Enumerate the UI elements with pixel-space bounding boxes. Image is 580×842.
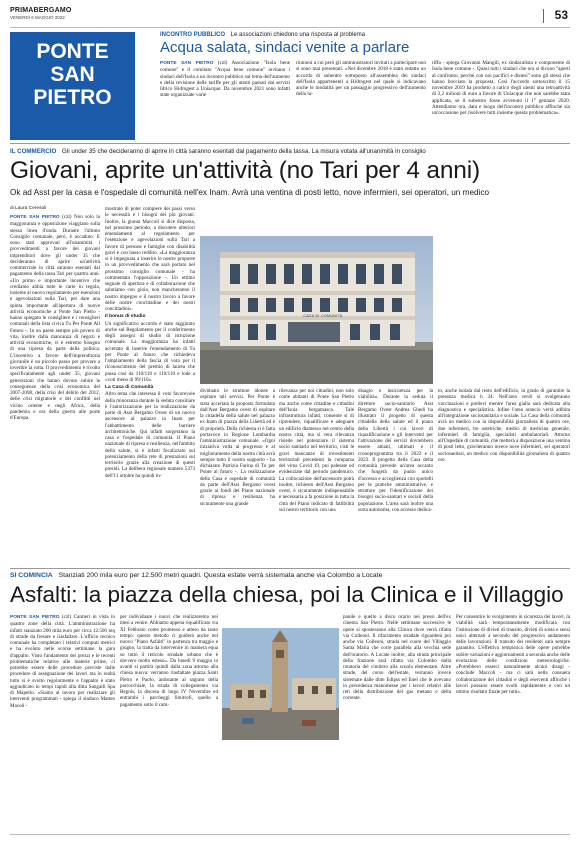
lead-column-2 xyxy=(105,206,195,564)
church-illustration xyxy=(222,628,339,740)
lead-text-2c: Altro tema che interessa il voto favorevole della minoranza durante la seduta consiliare è l'autorizzazione per la realizzazione da parte di Asst Bergamo Ovest di un nuovo ascensore al palazzo in Inam per l'abbattimento delle barriere architettoniche. Qui infatti sorgeranno la casa e l'ospedale di comunità. Il Piano nazionale di ripresa e resilienza, nell'ambito della salute, si è infatti focalizzato sul potenziamento della rete di prestazioni sul territorio grazie alla creazione di questi presidi. La delibera regionale numero 5373 dell'11 ottobre ha quindi in- xyxy=(105,391,195,479)
second-text-3: panile e quello a disco orario nei pressi dell'ex cinema San Pietro. Nelle settimane successive le opere si sposteranno alla Clinica dove verrà rifatta via Colleoni. Il rifacimento stradale riguarderà poi anche via Colleoni, strada nel cuore del Villaggio Santa Maria che corre parallela alla vecchia sede dell'oratorio. A Locate inoltre, alla strada principale della frazione sarà rifatta via Colombo dalla rotatoria del cimitero alla scuola elementare. Altre strade, del corso dell'estate, verranno invece sistemate dalle ditte Edipss ed Enel che le avevano in precedenza manomesse per i lavori relativi alle reti della distribuzione del gas metano e della corrente. xyxy=(343,614,451,702)
church-photo xyxy=(222,628,339,740)
top-story-column-3 xyxy=(432,60,570,140)
top-story xyxy=(160,32,570,140)
top-story-column-2 xyxy=(296,60,426,140)
lead-subhead-casa: La Casa di Comunità xyxy=(105,385,154,390)
lead-subhead-bonus: Il bonus di studio xyxy=(105,314,146,320)
lead-text-1: (czl) Non solo la maggioranza e opposizione viaggiano sulla stessa linea d'onda. Durante l'ultimo Consiglio comunale, però, è accaduto. E sono stati approvati all'unanimità i provvedimenti a favore dei giovani imprenditori dove gli under 35 che decideranno di aprire un'attività commerciale in città saranno esentati dal pagamento della tassa Tari per quattro anni. «Un primo e importante incentivo che crediamo abbia tutte le carte in regola, insieme al nuovo regolamento per esenzioni e agevolazioni sulla Tari, per dare una spinta importante all'apertura di nuove attività economiche a Ponte San Pietro - hanno spiegato le consigliere e i consiglieri comunali della lista civica Tu Per Ponte All Futuro -. In un paese sempre più povero di vita, inoltre dalla mancanza di negozi e attività economiche, vi è estremo bisogno di una ripresa da parte della politica. L'incentivo a favore dell'imprenditoria giovanile è un piccolo passo per provare a invertire la rotta. Il provvedimento è rivolto specificatamente agli under 35, giovani generazioni che hanno dovuto subire le conseguenze della crisi economica del 2007-2008, della crisi del debito del 2012, delle crisi migratorie e dei conflitti nel vicino oriente e negli Africa, della pandemia e ora della guerra alle porte d'Europa. xyxy=(10,214,100,421)
publication-date: VENERDÌ 6 MAGGIO 2022 xyxy=(10,15,65,20)
lead-text-2: mostrato di poter compiere dei passi verso le necessità e i bisogni dei più giovani. Inoltre, la giunta Maccoli si dice disposta, nel prossimo periodo, a discutere ulteriori emendamenti al regolamento per l'esenzione e agevolazioni sulla Tari a favore di persone e famiglie con disabilità gravi e con basso reddito. «La maggioranza si è impegnata a inserire le nostre proposte in un provvedimento che sarà portato nel prossimo consiglio comunale - ha commentato l'opposizione -. Un ottimo segnale di apertura e di collaborazione che salutiamo con gioia, non mancheranno il nostro impegno e il nostro lavoro a favore delle nostre concittadine e dei nostri concittadini». xyxy=(105,206,195,312)
lead-text-5: disagio e insicurezza per la viabilità». Durante la seduta il direttore socio-sanitario Asst Bergamo Ovest Andrea Ghedi ha illustrato il progetto di questa cittadella della salute ed il piano della Libertà i cui lavori di riqualificazione e gli interventi per l'attivazione dei servizi dovrebbero essere attuati, ultimati e il cronoprogramma tra il 2022 e il 2023. Il progetto della Casa della comunità prevede un'area accanto che fungerà da punto unico d'accesso e accoglienza con sportelli per le pratiche amministrative, e strutture per l'identificazione dei bisogni socio-sanitari e sociali della popolazione. L'area sarà inoltre una sorta autonoma, con accesso dedica- xyxy=(358,388,433,513)
second-text-4: Per consentire lo svolgimento in sicurezza dei lavori, la viabilità sarà temporaneamente modificata con l'istituzione di divieti di transito, divieti di sosta e sensi unici alternati a secondo del progressivo andamento delle lavorazioni. Il transito dei residenti sarà sempre garantito. L'effettiva tempistica delle opere potrebbe subire variazioni e aggiornamenti a seconda anche delle evoluzioni delle condizioni meteorologiche. «Potrebbero esserci naturalmente alcuni disagi - conclude Maccoli - ma ci sarà nella consueta collaborazione dei cittadini e degli esercenti affinché i lavori possano essere svolti rapidamente e con un ottimo risultato finale per tutti». xyxy=(456,614,570,695)
second-headline: Asfalti: la piazza della chiesa, poi la Clinica e il Villaggio xyxy=(10,582,564,607)
second-text-1: (czl) Cantieri in vista in quattro zone della città. L'amministrazione ha infatti stanziato 200 mila euro per circa 12.500 mq di strade da fresare e riasfaltare. L'ufficio tecnico comunale ha completato i relativi computi metrici e ha evoluto nelle scorse settimane la gara d'appalto. Visto l'andamento dei prezzi e le recenti problematiche relative alle materie prime, ci potrebbe essere delle procedure previste dalle procedure di assegnazione dei lavori ma in realtà tutto si è svolto regolarmente e l'appalto è stato aggiudicato in tempi rapidi alla ditta Sangalli Spa di Mapello. «Siamo al lavoro per realizzare gli interventi programmati - spiega il sindaco Matteo Macoli - xyxy=(10,614,115,709)
section-label xyxy=(10,32,135,140)
page-footer-rule xyxy=(10,834,570,835)
lead-headline: Giovani, aprite un'attività (no Tari per 4 anni) xyxy=(10,157,480,184)
lead-column-3 xyxy=(200,388,275,564)
second-kicker-line xyxy=(10,572,570,579)
section-line-2: SAN xyxy=(50,63,95,86)
page-number-divider xyxy=(543,9,544,23)
lead-text-6: to, anche isolata dal resto dell'edificio, in grado di garantire la presenza medica h 24. Nell'area verdi si svolgeranno vaccinazioni e prelievi mentre l'area gialla sarà dedicata alla diagnostica e specialistica. Infine l'area arancio verrà adibita all'integrazione sociosanitaria e sociale. La Casa della comunità avrà un medico con la disponibilità giornaliera di quattro ore, due infermieri, tre ostetriche, medici di medicina generale, infermieri di famiglia, specialisti ambulatoriali. Attorno all'Ospedale di comunità, che metterà a disposizione una ventina di posti letto, graviteranno invece nove infermieri, sei operatori sociosanitari, un medico con disponibilità giornaliera di quattro ore. xyxy=(438,388,570,463)
building-illustration xyxy=(200,236,433,384)
second-column-4 xyxy=(456,614,570,830)
second-text-2: per individuare i nuovi che realizzeremo nei mesi a venire. Abbiamo appena riqualificato via XI Febbraio come promesso e atteso da tanto tempo: questo metodo ci guiderà anche nel nuovo "Piano Asfalti" in partenza tra maggio e giugno, la tratta da intervenire in maniera equa su tutto il reticolo stradale urbano che è davvero molto esteso». Da lunedì 9 maggio in avanti si partirà quindi dalla zona attorno alla chiesa nuova: verranno riasfaltate piazza Santi Pietro e Paolo, antistante al sagrato della parrocchiale, la strada di collegamento via Begnis, la discesa di largo IV Novembre ed entrambi i parcheggi limitrofi, quello a pagamento sotto il cam- xyxy=(120,614,218,708)
second-kicker: SI COMINCIA xyxy=(10,572,53,579)
page-number: 53 xyxy=(554,8,568,22)
top-story-kicker-text: Le associazioni chiedono una risposta al problema xyxy=(230,32,366,38)
building-sign: CASA DI COMUNITÀ xyxy=(303,314,343,318)
second-location: PONTE SAN PIETRO xyxy=(10,615,60,620)
top-story-headline: Acqua salata, sindaci venite a parlare xyxy=(160,39,410,56)
top-story-location: PONTE SAN PIETRO xyxy=(160,61,214,66)
masthead xyxy=(10,6,570,28)
section-divider-middle xyxy=(10,568,570,569)
lead-kicker-text: Gli under 35 che decideranno di aprire in città saranno esentati dal pagamento della tassa. La misura votata all'unanimità in consiglio xyxy=(62,148,426,155)
lead-column-5 xyxy=(358,388,433,564)
building-photo xyxy=(200,236,433,384)
lead-text-2b: Un significativo accordo è stato raggiunto anche sul Regolamento per il conferimento degli assegni di studio di istruzione comunale. La maggioranza ha infatti accettato di inserire l'emendamento di Tu per Ponte al futuro che richiedeva l'ampliamento della fascia di voto per il riconoscimento del premio di laurea che passa così da 110/110 e 110/110 e lode a «voti meno di 99/110». xyxy=(105,320,195,383)
section-line-3: PIETRO xyxy=(33,86,112,109)
lead-text-3: dividuato le strutture idonee a ospitare tali servizi. Per Ponte è stata accertata la proposta formulata dall'Asst Bergamo ovest di ospitare la cittadella della salute nel palazzo ex Inam di piazza della Libertà ed è di proprietà. Della richiesta si è fatta portavoce in Regione Lombardia l'amministrazione comunale. «Ogni iniziativa volta al progresso e al miglioramento della nostra città avrà sempre tutto il nostro supporto - ha dichiarato Patrizia Farina di Tu per Ponte al futuro -. La realizzazione della Casa e ospedale di comunità da parte dell'Asst Bergamo ovest grazie ai fondi del Piano nazionale di ripresa e resilienza ha sicuramente una grande xyxy=(200,388,275,507)
top-story-text-1: (czl) Associazione "Isola bene comune" e il comitato "Acqua bene comune" invitano i sindaci dell'Isola a un incontro pubblico sul tema dell'aumento e della revisione delle tariffe per gli utenti passati dai servizi Idrico Hidrogest a Uniacque. Da novembre 2021 sono infatti state organizzate varie xyxy=(160,60,290,99)
section-divider-top xyxy=(10,143,570,144)
top-story-column-1 xyxy=(160,60,290,140)
lead-subheadline: Ok ad Asst per la casa e l'ospedale di comunità nell'ex Inam. Avrà una ventina di posti letto, nove infermieri, sei operatori, un medico xyxy=(10,188,490,197)
second-column-2 xyxy=(120,614,218,830)
lead-location: PONTE SAN PIETRO xyxy=(10,215,60,220)
lead-kicker-line xyxy=(10,148,570,155)
top-story-text-2: riunioni a cui però gli amministratori invitati a partecipare non si sono mai presentati. «Nel dicembre 2018 è stato redatto un accordo di subentro sottoposto all'assemblea dei sindaci dell'Isola appartenenti a Hidrogest nel quale si indicavano anche le modalità per un passaggio progressivo dell'aumento della ta- xyxy=(296,60,426,98)
lead-byline: di Laura Ceresoli xyxy=(10,206,47,211)
lead-text-4: rilevanza per noi cittadini, non solo come abitanti di Ponte San Pietro ma anche come cittadine e cittadini dell'Isola bergamasca. Tale infrastruttura infatti, consente si di riprendere, riqualificare e adeguare un edificio dismesso nel centro della nostra città, ma si vera rilevanza risiede nel potenziare il sistema socio sanitario nel territorio, visti le gravi mancanze di investimenti territoriali precedenti la comparsa del virus Covid 19, poi palesate ed evidenziate dal periodo pandemico. La collocazione dell'ascensore potrà inoltre, richiesto dell'Asst Bergamo ovest, è sicuramente indispensabile e necessaria a fa posizione in tutta la città del Piano indicato di fattibilità sul nostro territorio con una xyxy=(279,388,354,513)
lead-kicker: IL COMMERCIO xyxy=(10,148,57,155)
lead-column-1 xyxy=(10,214,100,564)
top-story-text-3: riffa - spiega Giovanni Mangili, ex sindacalista e componente di Isola bene comune -. Quasi tutti i sindaci che ora si dicono "aperti al confronto, perché con noi pacifici e distesi" sono gli stessi che hanno bocciato la proposta. Così l'accordo sottoscritto il 15 novembre 2019 ha prodotto a carico degli utenti una retroattività di 3,2 milioni di euro a favore di Uniacque che non sarebbe stata applicata, se il subentro fosse avvenuto il 1° gennaio 2020. Attendiamo ora, data e luogo dell'incontro pubblico affinché sia un'occasione per risolvere tutti insieme questa problematica». xyxy=(432,60,570,117)
second-column-1 xyxy=(10,614,115,830)
lead-column-4 xyxy=(279,388,354,564)
publication-name: PRIMABERGAMO xyxy=(10,7,72,14)
top-story-kicker: INCONTRO PUBBLICO xyxy=(160,32,225,38)
top-story-kicker-line xyxy=(160,32,570,38)
lead-column-6 xyxy=(438,388,570,564)
second-kicker-text: Stanziati 200 mila euro per 12.500 metri quadri. Questa estate verrà sistemata anche via Colombo a Locate xyxy=(58,572,383,579)
section-line-1: PONTE xyxy=(36,40,109,63)
second-column-3 xyxy=(343,614,451,830)
